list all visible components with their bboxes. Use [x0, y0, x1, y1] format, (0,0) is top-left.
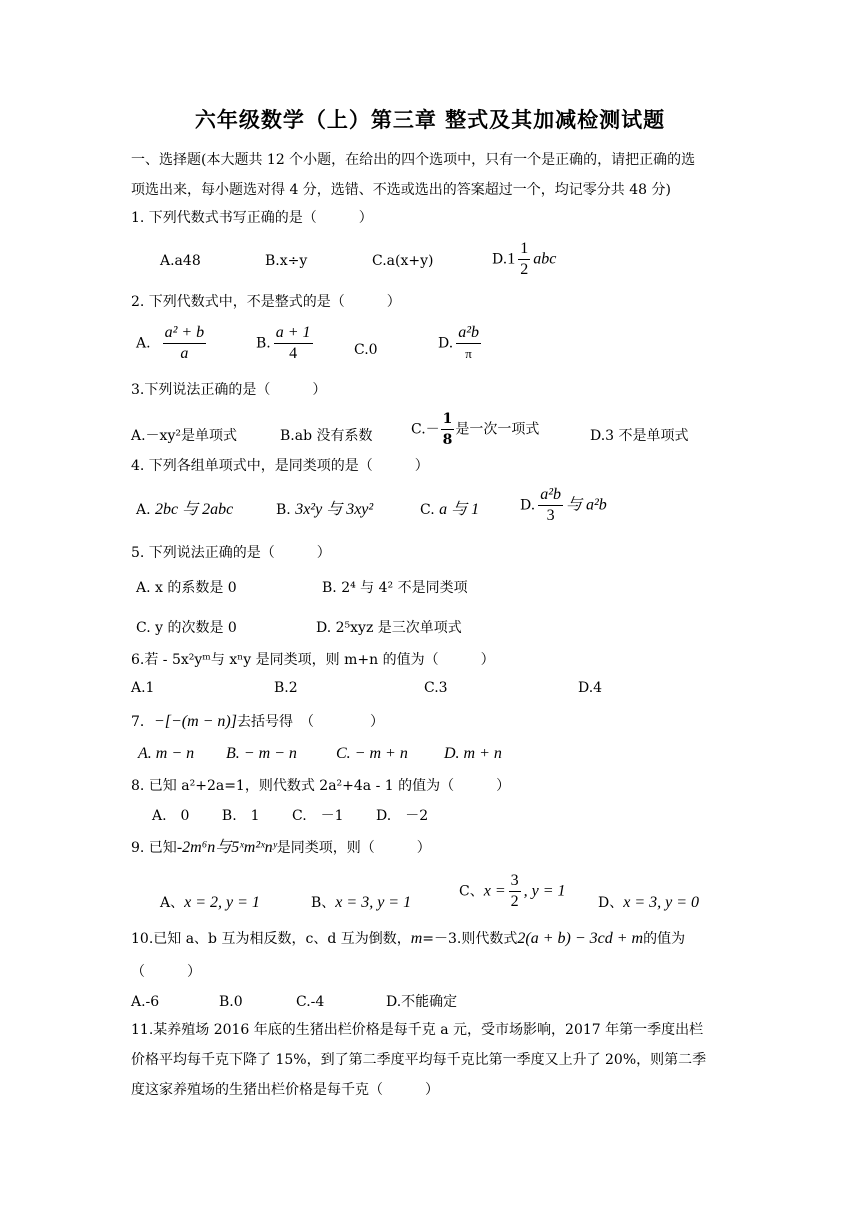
- q4-option-c-label: C.: [420, 502, 435, 518]
- q3-option-c-label: C.－: [411, 421, 440, 438]
- q9-option-d: [598, 893, 699, 913]
- q7-stem-expr: −[−(m − n)]: [153, 713, 237, 730]
- q2-option-b-label: B.: [256, 335, 271, 352]
- q2-option-d-label: D.: [438, 335, 454, 352]
- q5-option-c: C. y 的次数是 0: [136, 620, 237, 636]
- q10-option-a: A.-6: [131, 994, 160, 1010]
- q2-option-b-num: a + 1: [274, 324, 313, 344]
- q1-option-d-fraction: [518, 240, 530, 279]
- q1-option-d-int: 1: [507, 250, 516, 268]
- page-title: 六年级数学（上）第三章 整式及其加减检测试题: [194, 107, 666, 132]
- q9-option-c-label: C、: [459, 883, 484, 900]
- q9-option-c-pre: x =: [483, 882, 506, 900]
- q1-option-d-den: 2: [520, 261, 529, 278]
- q3-option-b: B.ab 没有系数: [280, 428, 373, 444]
- section-heading-line-2: 项选出来，每小题选对得 4 分，选错、不选或选出的答案超过一个，均记零分共 48 分): [131, 182, 671, 198]
- q4-stem: 4. 下列各组单项式中，是同类项的是（ ）: [131, 458, 429, 474]
- q9-option-b: [311, 893, 411, 913]
- q7-stem: [131, 712, 384, 732]
- q2-option-d-num: a²b: [456, 324, 481, 344]
- q3-option-c-tail: 是一次一项式: [455, 421, 540, 438]
- q6-option-b: B.2: [274, 680, 298, 696]
- q9-option-c-post: , y = 1: [523, 882, 566, 900]
- q2-option-d-den: π: [465, 346, 472, 361]
- q2-option-a-fraction: [163, 324, 207, 363]
- q1-option-c: C.a(x+y): [372, 253, 434, 269]
- q8-stem: 8. 已知 a²+2a=1，则代数式 2a²+4a - 1 的值为（ ）: [131, 778, 511, 794]
- q5-stem: 5. 下列说法正确的是（ ）: [131, 545, 331, 561]
- q3-option-d: D.3 不是单项式: [590, 428, 689, 444]
- q9-stem-expr: -2m⁶n与5ˣm²ˣnʸ: [176, 839, 277, 856]
- q10-stem-m: m: [410, 930, 423, 947]
- q9-stem: [131, 838, 431, 858]
- q7-stem-prefix: 7．: [131, 714, 154, 730]
- q3-option-c-fraction: [441, 410, 455, 449]
- q9-stem-prefix: 9. 已知: [131, 840, 177, 856]
- q3-stem: 3.下列说法正确的是（ ）: [131, 382, 327, 398]
- q10-stem-suffix: 的值为: [643, 931, 686, 947]
- q4-option-b-expr: 3x²y 与 3xy²: [295, 501, 374, 518]
- q7-option-c: C. − m + n: [336, 745, 408, 762]
- q4-option-c: [420, 500, 479, 520]
- q4-option-a: [136, 500, 233, 520]
- q4-option-c-expr: a 与 1: [439, 501, 480, 518]
- q7-stem-suffix: 去括号得 （ ）: [236, 714, 384, 730]
- q10-stem-prefix: 10.已知 a、b 互为相反数，c、d 互为倒数，: [131, 931, 411, 947]
- q9-option-b-label: B、: [311, 895, 336, 911]
- q4-option-d-fraction: [538, 486, 563, 525]
- q1-option-d-label: D.: [492, 251, 508, 268]
- q3-option-a: A.－xy²是单项式: [131, 428, 237, 444]
- q4-option-d-tail: 与 a²b: [565, 496, 607, 514]
- q4-option-a-expr: 2bc 与 2abc: [155, 501, 234, 518]
- q7-option-b: B. − m − n: [226, 745, 297, 762]
- q5-option-d: D. 2⁵xyz 是三次单项式: [316, 620, 462, 636]
- q9-option-a: [160, 893, 260, 913]
- q3-option-c-den: 8: [442, 432, 453, 448]
- q1-option-d-num: 1: [518, 240, 530, 260]
- q1-stem: 1. 下列代数式书写正确的是（ ）: [131, 210, 373, 226]
- q9-option-c-den: 2: [510, 893, 519, 910]
- q4-option-a-label: A.: [136, 502, 151, 518]
- q2-option-c: C.0: [354, 342, 378, 358]
- q10-option-b: B.0: [219, 994, 243, 1010]
- q9-option-d-label: D、: [598, 895, 624, 911]
- q10-stem-line-1: [131, 929, 685, 949]
- q3-option-c-num: 1: [441, 410, 455, 430]
- q7-option-a: A. m − n: [138, 745, 195, 762]
- q2-option-a-den: a: [180, 345, 189, 362]
- q2-option-b-den: 4: [289, 345, 298, 362]
- q9-option-c-num: 3: [509, 872, 521, 892]
- q2-option-b-fraction: [274, 324, 313, 363]
- q9-option-d-expr: x = 3, y = 0: [623, 894, 700, 911]
- q4-option-d-num: a²b: [538, 486, 563, 506]
- q4-option-d-den: 3: [546, 507, 555, 524]
- q9-option-a-label: A、: [160, 895, 185, 911]
- q2-stem: 2. 下列代数式中，不是整式的是（ ）: [131, 294, 401, 310]
- q9-option-c: [459, 872, 566, 911]
- q9-option-a-expr: x = 2, y = 1: [184, 894, 260, 911]
- q4-option-d: [520, 486, 607, 525]
- q11-line-1: 11.某养殖场 2016 年底的生猪出栏价格是每千克 a 元，受市场影响，2017 年第一季度出栏: [131, 1022, 704, 1038]
- q10-option-c: C.-4: [296, 994, 325, 1010]
- q6-stem: 6.若 - 5x²yᵐ与 xⁿy 是同类项，则 m+n 的值为（ ）: [131, 652, 495, 668]
- q2-option-b: [256, 324, 316, 363]
- q9-option-b-expr: x = 3, y = 1: [335, 894, 412, 911]
- q1-option-b: B.x÷y: [265, 253, 308, 269]
- q9-option-c-fraction: [509, 872, 521, 911]
- q4-option-d-label: D.: [520, 497, 536, 514]
- q8-options: A. 0 B. 1 C. －1 D. －2: [152, 808, 429, 824]
- q10-stem-line-2: （ ）: [131, 964, 201, 980]
- q1-option-a: A.a48: [160, 253, 201, 269]
- q1-option-d: [492, 240, 556, 279]
- q6-option-c: C.3: [424, 680, 448, 696]
- q2-option-a-num: a² + b: [163, 324, 207, 344]
- q9-stem-suffix: 是同类项，则（ ）: [276, 840, 431, 856]
- q5-option-b: B. 2⁴ 与 4² 不是同类项: [322, 580, 468, 596]
- q2-option-a-label: A.: [136, 335, 151, 352]
- q11-line-3: 度这家养殖场的生猪出栏价格是每千克（ ）: [131, 1082, 439, 1098]
- q2-option-d-fraction: [456, 324, 481, 363]
- q7-option-d: D. m + n: [444, 745, 502, 762]
- q6-option-d: D.4: [578, 680, 603, 696]
- q4-option-b: [276, 500, 373, 520]
- q10-stem-mid: =－3.则代数式: [422, 931, 518, 947]
- section-heading-line-1: 一、选择题(本大题共 12 个小题，在给出的四个选项中，只有一个是正确的，请把正确的选: [131, 152, 696, 168]
- q4-option-b-label: B.: [276, 502, 291, 518]
- q2-option-a: [136, 324, 209, 363]
- q3-option-c: [411, 410, 539, 449]
- q11-line-2: 价格平均每千克下降了 15%，到了第二季度平均每千克比第一季度又上升了 20%，则第二季: [131, 1052, 707, 1068]
- q6-option-a: A.1: [131, 680, 155, 696]
- q10-stem-expr: 2(a + b) − 3cd + m: [517, 930, 644, 947]
- q5-option-a: A. x 的系数是 0: [136, 580, 237, 596]
- q2-option-d: [438, 324, 484, 363]
- q10-option-d: D.不能确定: [386, 994, 458, 1010]
- q1-option-d-tail: abc: [533, 250, 557, 268]
